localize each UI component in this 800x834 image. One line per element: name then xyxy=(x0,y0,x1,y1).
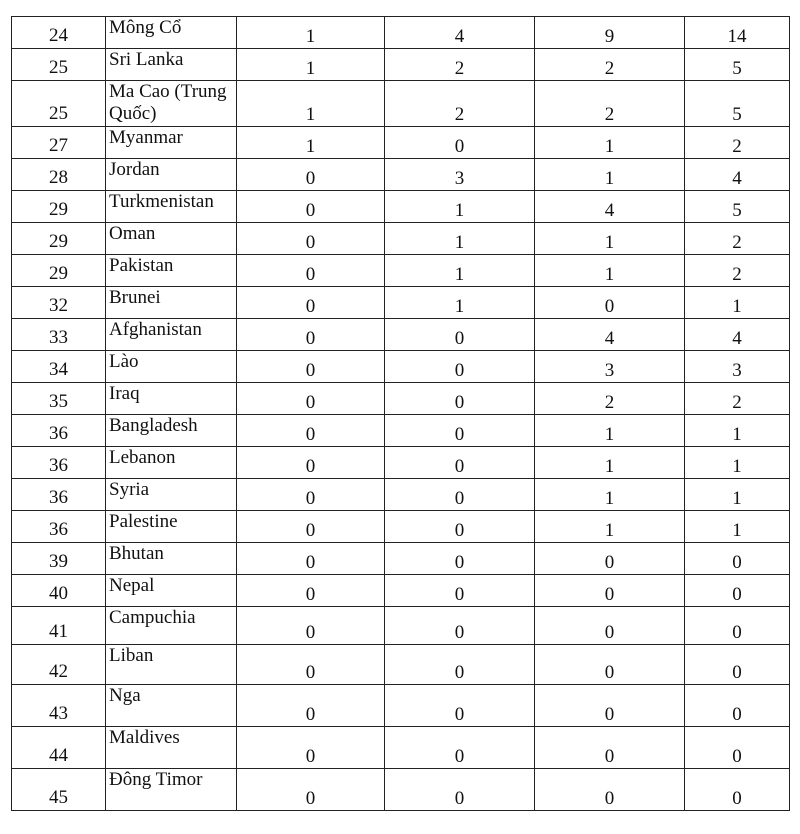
gold-count-cell: 0 xyxy=(237,351,385,383)
gold-count-cell: 0 xyxy=(237,319,385,351)
country-cell: Afghanistan xyxy=(106,319,237,351)
table-row xyxy=(12,351,790,383)
bronze-count-cell: 1 xyxy=(535,511,685,543)
table-row xyxy=(12,645,790,685)
total-count-cell: 0 xyxy=(685,685,790,727)
bronze-count-cell: 4 xyxy=(535,319,685,351)
total-count-cell: 4 xyxy=(685,159,790,191)
gold-count-cell: 0 xyxy=(237,447,385,479)
country-cell: Turkmenistan xyxy=(106,191,237,223)
bronze-count-cell: 0 xyxy=(535,645,685,685)
gold-count-cell: 0 xyxy=(237,727,385,769)
rank-cell: 29 xyxy=(12,255,106,287)
gold-count-cell: 0 xyxy=(237,511,385,543)
country-cell: Myanmar xyxy=(106,127,237,159)
rank-cell: 28 xyxy=(12,159,106,191)
gold-count-cell: 0 xyxy=(237,575,385,607)
gold-count-cell: 0 xyxy=(237,223,385,255)
total-count-cell: 2 xyxy=(685,255,790,287)
country-cell: Đông Timor xyxy=(106,769,237,811)
silver-count-cell: 0 xyxy=(385,415,535,447)
country-cell: Pakistan xyxy=(106,255,237,287)
bronze-count-cell: 1 xyxy=(535,159,685,191)
rank-cell: 40 xyxy=(12,575,106,607)
country-cell: Syria xyxy=(106,479,237,511)
gold-count-cell: 0 xyxy=(237,479,385,511)
gold-count-cell: 0 xyxy=(237,769,385,811)
bronze-count-cell: 0 xyxy=(535,727,685,769)
table-row xyxy=(12,479,790,511)
country-cell: Mông Cổ xyxy=(106,17,237,49)
bronze-count-cell: 1 xyxy=(535,415,685,447)
total-count-cell: 0 xyxy=(685,769,790,811)
table-row xyxy=(12,223,790,255)
silver-count-cell: 0 xyxy=(385,607,535,645)
bronze-count-cell: 3 xyxy=(535,351,685,383)
table-row xyxy=(12,255,790,287)
table-row xyxy=(12,287,790,319)
bronze-count-cell: 0 xyxy=(535,575,685,607)
total-count-cell: 4 xyxy=(685,319,790,351)
table-row xyxy=(12,17,790,49)
silver-count-cell: 0 xyxy=(385,511,535,543)
rank-cell: 32 xyxy=(12,287,106,319)
bronze-count-cell: 0 xyxy=(535,769,685,811)
gold-count-cell: 1 xyxy=(237,17,385,49)
rank-cell: 42 xyxy=(12,645,106,685)
table-row xyxy=(12,575,790,607)
silver-count-cell: 0 xyxy=(385,685,535,727)
country-cell: Nepal xyxy=(106,575,237,607)
rank-cell: 33 xyxy=(12,319,106,351)
table-row xyxy=(12,511,790,543)
country-cell: Lebanon xyxy=(106,447,237,479)
table-row xyxy=(12,685,790,727)
silver-count-cell: 0 xyxy=(385,383,535,415)
total-count-cell: 0 xyxy=(685,607,790,645)
table-row xyxy=(12,127,790,159)
bronze-count-cell: 1 xyxy=(535,255,685,287)
silver-count-cell: 4 xyxy=(385,17,535,49)
silver-count-cell: 0 xyxy=(385,127,535,159)
bronze-count-cell: 4 xyxy=(535,191,685,223)
table-row xyxy=(12,415,790,447)
total-count-cell: 0 xyxy=(685,645,790,685)
table-row xyxy=(12,447,790,479)
total-count-cell: 0 xyxy=(685,575,790,607)
table-row xyxy=(12,191,790,223)
country-cell: Bhutan xyxy=(106,543,237,575)
bronze-count-cell: 0 xyxy=(535,287,685,319)
country-cell: Nga xyxy=(106,685,237,727)
table-row xyxy=(12,49,790,81)
country-cell: Sri Lanka xyxy=(106,49,237,81)
country-cell: Jordan xyxy=(106,159,237,191)
total-count-cell: 0 xyxy=(685,543,790,575)
silver-count-cell: 0 xyxy=(385,543,535,575)
bronze-count-cell: 1 xyxy=(535,223,685,255)
silver-count-cell: 0 xyxy=(385,645,535,685)
table-row xyxy=(12,383,790,415)
bronze-count-cell: 0 xyxy=(535,685,685,727)
total-count-cell: 1 xyxy=(685,479,790,511)
total-count-cell: 1 xyxy=(685,415,790,447)
rank-cell: 25 xyxy=(12,81,106,127)
silver-count-cell: 1 xyxy=(385,255,535,287)
rank-cell: 34 xyxy=(12,351,106,383)
gold-count-cell: 0 xyxy=(237,191,385,223)
silver-count-cell: 0 xyxy=(385,447,535,479)
silver-count-cell: 1 xyxy=(385,223,535,255)
total-count-cell: 0 xyxy=(685,727,790,769)
total-count-cell: 5 xyxy=(685,81,790,127)
silver-count-cell: 0 xyxy=(385,575,535,607)
rank-cell: 25 xyxy=(12,49,106,81)
country-cell: Maldives xyxy=(106,727,237,769)
rank-cell: 36 xyxy=(12,511,106,543)
country-cell: Ma Cao (Trung Quốc) xyxy=(106,81,237,127)
total-count-cell: 2 xyxy=(685,223,790,255)
total-count-cell: 5 xyxy=(685,49,790,81)
gold-count-cell: 0 xyxy=(237,287,385,319)
country-cell: Palestine xyxy=(106,511,237,543)
rank-cell: 45 xyxy=(12,769,106,811)
silver-count-cell: 0 xyxy=(385,319,535,351)
country-cell: Liban xyxy=(106,645,237,685)
gold-count-cell: 0 xyxy=(237,607,385,645)
rank-cell: 44 xyxy=(12,727,106,769)
total-count-cell: 2 xyxy=(685,383,790,415)
bronze-count-cell: 1 xyxy=(535,479,685,511)
gold-count-cell: 0 xyxy=(237,645,385,685)
silver-count-cell: 0 xyxy=(385,351,535,383)
bronze-count-cell: 1 xyxy=(535,127,685,159)
total-count-cell: 1 xyxy=(685,511,790,543)
gold-count-cell: 0 xyxy=(237,255,385,287)
total-count-cell: 1 xyxy=(685,287,790,319)
gold-count-cell: 0 xyxy=(237,415,385,447)
country-cell: Iraq xyxy=(106,383,237,415)
bronze-count-cell: 0 xyxy=(535,607,685,645)
bronze-count-cell: 1 xyxy=(535,447,685,479)
bronze-count-cell: 9 xyxy=(535,17,685,49)
gold-count-cell: 0 xyxy=(237,685,385,727)
gold-count-cell: 0 xyxy=(237,383,385,415)
gold-count-cell: 0 xyxy=(237,543,385,575)
rank-cell: 27 xyxy=(12,127,106,159)
rank-cell: 43 xyxy=(12,685,106,727)
total-count-cell: 14 xyxy=(685,17,790,49)
country-cell: Brunei xyxy=(106,287,237,319)
table-row xyxy=(12,727,790,769)
silver-count-cell: 0 xyxy=(385,769,535,811)
rank-cell: 35 xyxy=(12,383,106,415)
country-cell: Oman xyxy=(106,223,237,255)
rank-cell: 24 xyxy=(12,17,106,49)
gold-count-cell: 0 xyxy=(237,159,385,191)
rank-cell: 29 xyxy=(12,191,106,223)
bronze-count-cell: 2 xyxy=(535,81,685,127)
table-row xyxy=(12,769,790,811)
total-count-cell: 1 xyxy=(685,447,790,479)
total-count-cell: 5 xyxy=(685,191,790,223)
rank-cell: 36 xyxy=(12,447,106,479)
rank-cell: 29 xyxy=(12,223,106,255)
table-row xyxy=(12,159,790,191)
total-count-cell: 2 xyxy=(685,127,790,159)
table-row xyxy=(12,81,790,127)
silver-count-cell: 2 xyxy=(385,49,535,81)
medal-table-body xyxy=(12,17,790,811)
table-row xyxy=(12,319,790,351)
gold-count-cell: 1 xyxy=(237,127,385,159)
bronze-count-cell: 0 xyxy=(535,543,685,575)
medal-table xyxy=(11,16,790,811)
table-row xyxy=(12,543,790,575)
silver-count-cell: 2 xyxy=(385,81,535,127)
silver-count-cell: 0 xyxy=(385,727,535,769)
total-count-cell: 3 xyxy=(685,351,790,383)
country-cell: Campuchia xyxy=(106,607,237,645)
gold-count-cell: 1 xyxy=(237,49,385,81)
silver-count-cell: 3 xyxy=(385,159,535,191)
country-cell: Bangladesh xyxy=(106,415,237,447)
silver-count-cell: 1 xyxy=(385,287,535,319)
rank-cell: 41 xyxy=(12,607,106,645)
rank-cell: 36 xyxy=(12,479,106,511)
silver-count-cell: 1 xyxy=(385,191,535,223)
silver-count-cell: 0 xyxy=(385,479,535,511)
rank-cell: 39 xyxy=(12,543,106,575)
rank-cell: 36 xyxy=(12,415,106,447)
table-row xyxy=(12,607,790,645)
bronze-count-cell: 2 xyxy=(535,49,685,81)
gold-count-cell: 1 xyxy=(237,81,385,127)
bronze-count-cell: 2 xyxy=(535,383,685,415)
country-cell: Lào xyxy=(106,351,237,383)
